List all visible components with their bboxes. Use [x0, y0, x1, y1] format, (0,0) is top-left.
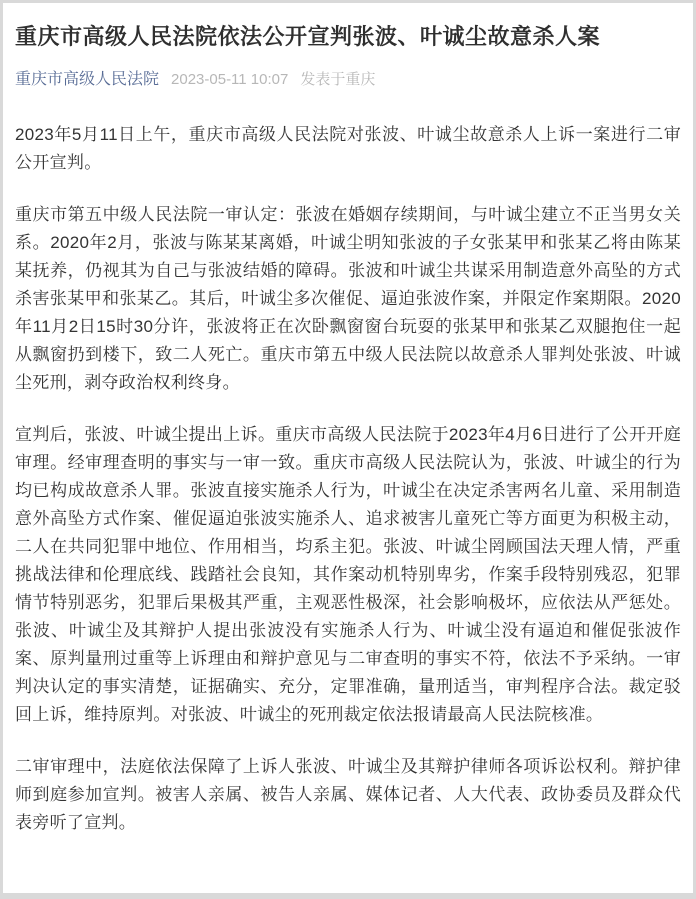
paragraph-2: 重庆市第五中级人民法院一审认定：张波在婚姻存续期间，与叶诚尘建立不正当男女关系。2020年2月，张波与陈某某离婚，叶诚尘明知张波的子女张某甲和张某乙将由陈某某抚养，仍视其为自己与张波结婚的障碍。张波和叶诚尘共谋采用制造意外高坠的方式杀害张某甲和张某乙。其后，叶诚尘多次催促、逼迫张波作案，并限定作案期限。2020年11月2日15时30分许，张波将正在次卧飘窗窗台玩耍的张某甲和张某乙双腿抱住一起从飘窗扔到楼下，致二人死亡。重庆市第五中级人民法院以故意杀人罪判处张波、叶诚尘死刑，剥夺政治权利终身。 — [15, 205, 681, 392]
article-page — [3, 3, 693, 893]
article-body — [15, 121, 681, 837]
byline — [15, 66, 681, 89]
article-title: 重庆市高级人民法院依法公开宣判张波、叶诚尘故意杀人案 — [15, 24, 601, 49]
paragraph-3: 宣判后，张波、叶诚尘提出上诉。重庆市高级人民法院于2023年4月6日进行了公开开庭审理。经审理查明的事实与一审一致。重庆市高级人民法院认为，张波、叶诚尘的行为均已构成故意杀人罪。张波直接实施杀人行为，叶诚尘在决定杀害两名儿童、采用制造意外高坠方式作案、催促逼迫张波实施杀人、追求被害儿童死亡等方面更为积极主动，二人在共同犯罪中地位、作用相当，均系主犯。张波、叶诚尘罔顾国法天理人情，严重挑战法律和伦理底线、践踏社会良知，其作案动机特别卑劣，作案手段特别残忍，犯罪情节特别恶劣，犯罪后果极其严重，主观恶性极深，社会影响极坏，应依法从严惩处。张波、叶诚尘及其辩护人提出张波没有实施杀人行为、叶诚尘没有逼迫和催促张波作案、原判量刑过重等上诉理由和辩护意见与二审查明的事实不符，依法不予采纳。一审判决认定的事实清楚，证据确实、充分，定罪准确，量刑适当，审判程序合法。裁定驳回上诉，维持原判。对张波、叶诚尘的死刑裁定依法报请最高人民法院核准。 — [15, 425, 681, 724]
publish-timestamp: 2023-05-11 10:07 — [171, 71, 289, 88]
account-name-link[interactable]: 重庆市高级人民法院 — [15, 71, 160, 88]
paragraph-1: 2023年5月11日上午，重庆市高级人民法院对张波、叶诚尘故意杀人上诉一案进行二审公开宣判。 — [15, 125, 681, 172]
paragraph-4: 二审审理中，法庭依法保障了上诉人张波、叶诚尘及其辩护律师各项诉讼权利。辩护律师到庭参加宣判。被害人亲属、被告人亲属、媒体记者、人大代表、政协委员及群众代表旁听了宣判。 — [15, 757, 681, 832]
publish-location: 发表于重庆 — [300, 71, 376, 88]
